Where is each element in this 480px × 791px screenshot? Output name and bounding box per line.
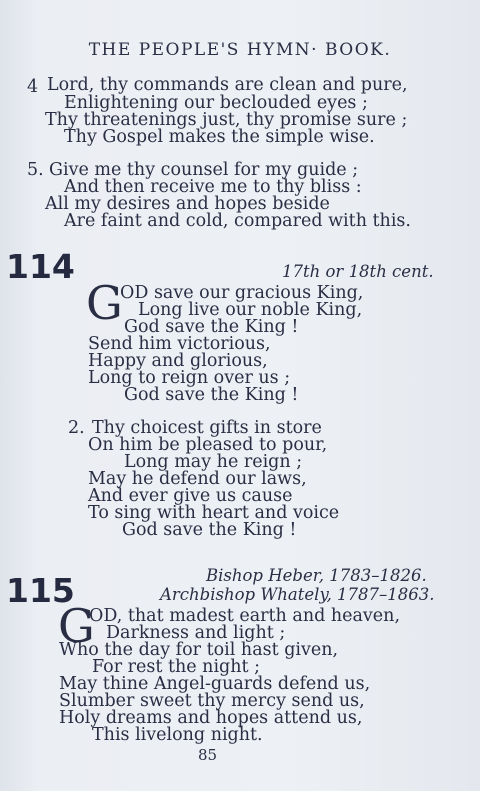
verse-line: And ever give us cause xyxy=(88,486,293,506)
verse-line: On him be pleased to pour, xyxy=(88,435,328,455)
verse-line: Happy and glorious, xyxy=(88,351,268,371)
verse-line: Long may he reign ; xyxy=(124,452,303,472)
verse-line: Send him victorious, xyxy=(88,334,271,354)
verse-line: Thy choicest gifts in store xyxy=(92,418,322,438)
verse-line: Slumber sweet thy mercy send us, xyxy=(59,691,365,711)
verse-line: OD, that madest earth and heaven, xyxy=(89,606,401,626)
drop-cap: G xyxy=(58,599,95,653)
verse-line: To sing with heart and voice xyxy=(88,503,340,523)
verse-line: All my desires and hopes beside xyxy=(45,194,330,214)
verse-line: May thine Angel-guards defend us, xyxy=(59,674,371,694)
verse-line: Long live our noble King, xyxy=(138,300,363,320)
hymn-attribution: 17th or 18th cent. xyxy=(282,262,434,281)
verse-line: Holy dreams and hopes attend us, xyxy=(59,708,363,728)
verse-line: Darkness and light ; xyxy=(106,623,286,643)
verse-number: 4 xyxy=(27,77,39,97)
verse-number: 2. xyxy=(68,418,85,438)
verse-line: May he defend our laws, xyxy=(88,469,307,489)
hymn-number: 114 xyxy=(6,247,75,286)
verse-line: Lord, thy commands are clean and pure, xyxy=(47,75,408,95)
hymn-attribution: Archbishop Whately, 1787–1863. xyxy=(160,585,435,604)
verse-number: 5. xyxy=(27,160,44,180)
verse-line: Enlightening our beclouded eyes ; xyxy=(64,93,368,113)
hymn-attribution: Bishop Heber, 1783–1826. xyxy=(206,566,427,585)
verse-line: Thy Gospel makes the simple wise. xyxy=(64,127,375,147)
running-header: THE PEOPLE'S HYMN· BOOK. xyxy=(88,40,392,60)
verse-line: God save the King ! xyxy=(122,520,297,540)
verse-line: For rest the night ; xyxy=(92,657,261,677)
verse-line: This livelong night. xyxy=(92,725,263,745)
page-number: 85 xyxy=(198,746,218,764)
verse-line: God save the King ! xyxy=(124,317,299,337)
verse-line: Who the day for toil hast given, xyxy=(59,640,339,660)
verse-line: Thy threatenings just, thy promise sure ; xyxy=(45,110,408,130)
verse-line: Give me thy counsel for my guide ; xyxy=(49,160,359,180)
drop-cap: G xyxy=(86,276,123,330)
verse-line: And then receive me to thy bliss : xyxy=(64,177,362,197)
hymn-number: 115 xyxy=(6,571,75,610)
verse-line: God save the King ! xyxy=(124,385,299,405)
verse-line: Are faint and cold, compared with this. xyxy=(64,211,411,231)
verse-line: Long to reign over us ; xyxy=(88,368,291,388)
verse-line: OD save our gracious King, xyxy=(120,283,364,303)
